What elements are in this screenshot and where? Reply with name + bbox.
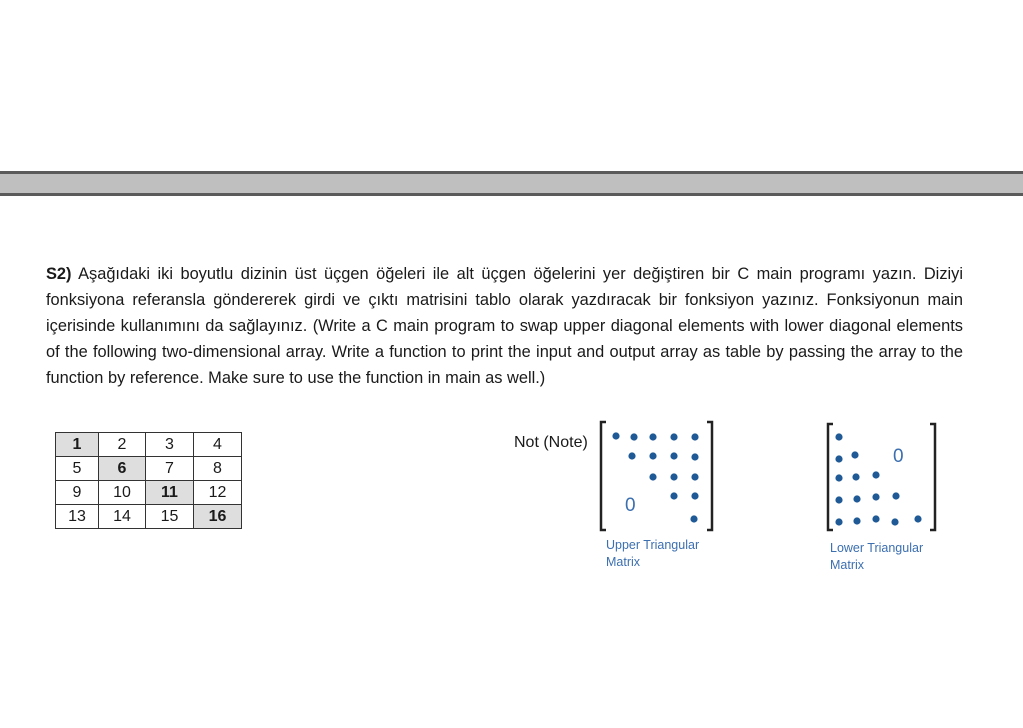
matrix-dot bbox=[851, 451, 858, 458]
question-label: S2) bbox=[46, 265, 72, 283]
table-row bbox=[56, 481, 242, 505]
matrix-cell: 13 bbox=[56, 505, 99, 529]
matrix-dot bbox=[690, 515, 697, 522]
matrix-cell: 11 bbox=[146, 481, 194, 505]
matrix-cell: 2 bbox=[99, 433, 146, 457]
lower-caption bbox=[830, 540, 923, 574]
upper-caption-line1: Upper Triangular bbox=[606, 538, 700, 552]
matrix-cell: 5 bbox=[56, 457, 99, 481]
matrix-dot bbox=[835, 433, 842, 440]
matrix-dot bbox=[670, 473, 677, 480]
matrix-cell: 4 bbox=[194, 433, 242, 457]
lower-triangular-diagram bbox=[822, 420, 942, 536]
upper-triangular-diagram bbox=[598, 418, 718, 536]
matrix-dot bbox=[691, 492, 698, 499]
matrix-dot bbox=[649, 433, 656, 440]
matrix-cell: 16 bbox=[194, 505, 242, 529]
table-row bbox=[56, 457, 242, 481]
matrix-dot bbox=[891, 518, 898, 525]
matrix-dot bbox=[835, 496, 842, 503]
matrix-dot bbox=[835, 474, 842, 481]
matrix-dot bbox=[852, 473, 859, 480]
left-bracket bbox=[601, 422, 606, 530]
matrix-dot bbox=[872, 493, 879, 500]
matrix-dot bbox=[872, 515, 879, 522]
left-bracket bbox=[828, 424, 833, 530]
matrix-dot bbox=[691, 473, 698, 480]
matrix-cell: 8 bbox=[194, 457, 242, 481]
input-matrix-table bbox=[55, 432, 242, 529]
matrix-cell: 14 bbox=[99, 505, 146, 529]
matrix-dot bbox=[835, 455, 842, 462]
note-label: Not (Note) bbox=[514, 434, 588, 451]
matrix-cell: 6 bbox=[99, 457, 146, 481]
lower-caption-line1: Lower Triangular bbox=[830, 541, 924, 555]
matrix-dot bbox=[670, 433, 677, 440]
upper-caption-line2: Matrix bbox=[606, 555, 641, 569]
matrix-dot bbox=[670, 452, 677, 459]
matrix-dot bbox=[612, 432, 619, 439]
matrix-dot bbox=[630, 433, 637, 440]
upper-caption bbox=[606, 537, 699, 571]
matrix-dot bbox=[853, 495, 860, 502]
lower-zero-label: 0 bbox=[893, 446, 904, 467]
table-row bbox=[56, 433, 242, 457]
question-text: Aşağıdaki iki boyutlu dizinin üst üçgen öğeleri ile alt üçgen öğelerini yer değiştiren bir C main programı yazın. Diziyi fonksiyona referansla göndererek girdi ve çıktı matrisini tablo olarak yazdıracak bir fonksiyon yazınız. Fonksiyonun main içerisinde kullanımını da sağlayınız. (Write a C main program to swap upper diagonal elements with lower diagonal elements of the following two-dimensional array. Write a function to print the input and output array as table by passing the array to the function by reference. Make sure to use the function in main as well.) bbox=[46, 265, 963, 387]
matrix-dot bbox=[914, 515, 921, 522]
lower-caption-line2: Matrix bbox=[830, 558, 865, 572]
matrix-dot bbox=[892, 492, 899, 499]
matrix-dot bbox=[649, 473, 656, 480]
matrix-cell: 9 bbox=[56, 481, 99, 505]
question-s2 bbox=[46, 261, 963, 391]
matrix-cell: 15 bbox=[146, 505, 194, 529]
matrix-dot bbox=[691, 453, 698, 460]
matrix-cell: 7 bbox=[146, 457, 194, 481]
right-bracket bbox=[707, 422, 712, 530]
matrix-dot bbox=[691, 433, 698, 440]
matrix-cell: 1 bbox=[56, 433, 99, 457]
matrix-dot bbox=[649, 452, 656, 459]
matrix-dot bbox=[835, 518, 842, 525]
matrix-cell: 3 bbox=[146, 433, 194, 457]
right-bracket bbox=[930, 424, 935, 530]
matrix-dot bbox=[670, 492, 677, 499]
matrix-dot bbox=[872, 471, 879, 478]
matrix-dot bbox=[853, 517, 860, 524]
header-band bbox=[0, 171, 1023, 196]
matrix-cell: 12 bbox=[194, 481, 242, 505]
matrix-dot bbox=[628, 452, 635, 459]
upper-zero-label: 0 bbox=[625, 495, 636, 516]
table-row bbox=[56, 505, 242, 529]
matrix-cell: 10 bbox=[99, 481, 146, 505]
